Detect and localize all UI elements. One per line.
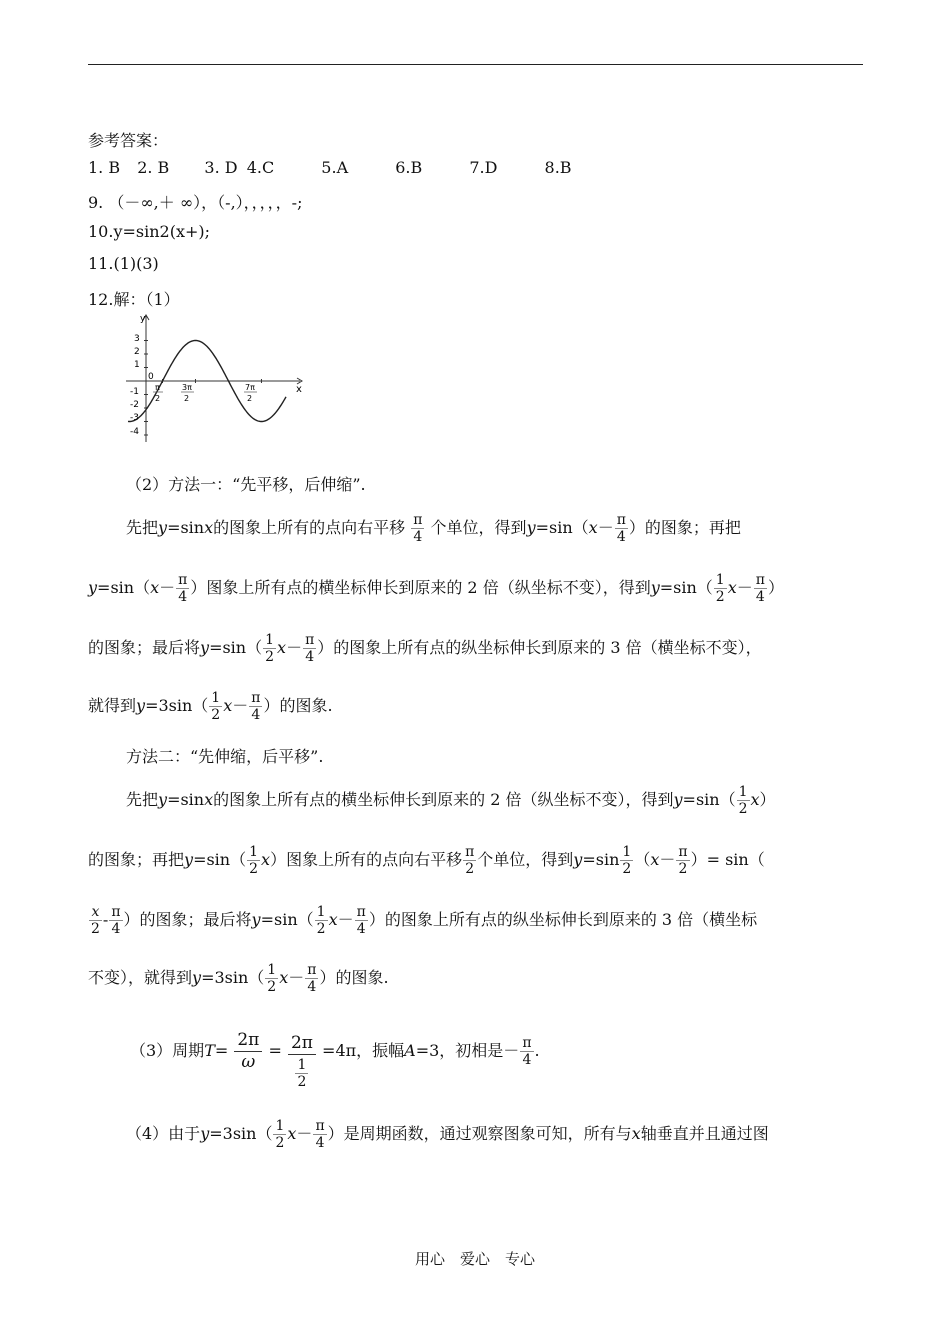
y-tick-1: 1 (134, 360, 140, 370)
fraction-pi-4: $\frac{\pi}{4}$ (356, 904, 366, 937)
method2-line1 (126, 784, 776, 817)
answer-10: 10.y=sin2(x+); (88, 222, 211, 241)
var-x: x (223, 696, 233, 715)
text: =sin (582, 850, 620, 869)
text: 先把 (126, 790, 159, 809)
y-tick-neg1: -1 (130, 387, 139, 397)
var-x: x (588, 518, 598, 537)
text: 先把 (126, 518, 159, 537)
var-A: A (404, 1041, 416, 1060)
text: 的图象上所有点的横坐标伸长到原来的 2 倍（纵坐标不变），得到 (213, 790, 674, 809)
page-footer: 用心 爱心 专心 (414, 1250, 535, 1268)
text: . (534, 1041, 540, 1060)
var-x: x (279, 968, 289, 987)
var-y: y (526, 518, 536, 537)
y-tick-2: 2 (134, 347, 140, 357)
text: =3sin（ (145, 696, 209, 715)
text: ） (759, 790, 776, 809)
text: 的图象；再把 (88, 850, 185, 869)
x-tick-3pi2-den: 2 (184, 394, 190, 403)
answer-3: 3. D (204, 158, 238, 177)
text: ） (767, 578, 784, 597)
text: （4）由于 (126, 1124, 201, 1143)
fraction-pi-4: $\frac{\pi}{4}$ (755, 572, 765, 605)
method1-line1 (126, 512, 741, 545)
text: =sin（ (659, 578, 713, 597)
y-tick-neg2: -2 (130, 400, 139, 410)
fraction-pi-4: $\frac{\pi}{4}$ (616, 512, 626, 545)
var-x: x (631, 1124, 641, 1143)
var-y: y (200, 638, 210, 657)
var-y: y (158, 790, 168, 809)
var-x: x (650, 850, 660, 869)
origin-label: 0 (148, 372, 154, 382)
text: ）= sin（ (690, 850, 765, 869)
text: =sin（ (209, 638, 263, 657)
text: =sin（ (97, 578, 151, 597)
fraction-1-2: $\frac{1}{2}$ (297, 1057, 307, 1090)
fraction-pi-4: $\frac{\pi}{4}$ (307, 962, 317, 995)
fraction-2pi-omega: $\frac{2\pi}{\omega}$ (234, 1030, 262, 1073)
part4-line (126, 1118, 769, 1151)
text: =3，初相是－ (415, 1041, 520, 1060)
method2-title: 方法二：“先伸缩，后平移”. (126, 747, 324, 766)
text: 个单位，得到 (430, 518, 527, 537)
text: （3）周期 (130, 1041, 205, 1060)
answer-6: 6.B (395, 158, 423, 177)
var-x: x (277, 638, 287, 657)
fraction-1-2: $\frac{1}{2}$ (211, 690, 221, 723)
fraction-1-2: $\frac{1}{2}$ (738, 784, 748, 817)
var-y: y (251, 910, 261, 929)
var-y: y (158, 518, 168, 537)
var-x: x (204, 518, 214, 537)
var-y: y (184, 850, 194, 869)
var-y: y (673, 790, 683, 809)
equals: = (214, 1041, 229, 1060)
text: =3sin（ (201, 968, 265, 987)
equals: = (268, 1041, 282, 1060)
method1-line2 (88, 572, 784, 605)
text: ）的图象上所有点的纵坐标伸长到原来的 3 倍（横坐标不变）， (317, 638, 762, 657)
x-tick-3pi2-num: 3π (182, 383, 192, 392)
text: 个单位，得到 (477, 850, 574, 869)
part3-line (130, 1030, 540, 1092)
fraction-1-2: $\frac{1}{2}$ (265, 632, 275, 665)
var-x: x (287, 1124, 297, 1143)
answer-9: 9. （－∞,＋ ∞），（-,），，，，，-; (88, 193, 303, 212)
var-y: y (650, 578, 660, 597)
text: ）是周期函数，通过观察图象可知，所有与 (327, 1124, 632, 1143)
fraction-x-2: $\frac{x}{2}$ (91, 904, 100, 937)
answer-5: 5.A (321, 158, 349, 177)
text: 不变），就得到 (88, 968, 193, 987)
text: 的图象；最后将 (88, 638, 201, 657)
method2-line4 (88, 962, 389, 995)
y-tick-neg3: -3 (130, 413, 139, 423)
fraction-pi-4: $\frac{\pi}{4}$ (251, 690, 261, 723)
text: 轴垂直并且通过图 (640, 1124, 769, 1143)
var-x: x (328, 910, 338, 929)
x-tick-7pi2-den: 2 (247, 394, 253, 403)
method1-line4 (88, 690, 333, 723)
minus: － (288, 968, 305, 987)
answer-2: 2. B (137, 158, 170, 177)
minus: － (159, 578, 176, 597)
fraction-1-2: $\frac{1}{2}$ (715, 572, 725, 605)
var-y: y (136, 696, 146, 715)
minus: － (232, 696, 249, 715)
var-y: y (192, 968, 202, 987)
text: ）图象上所有点的横坐标伸长到原来的 2 倍（纵坐标不变），得到 (190, 578, 651, 597)
fraction-pi-2: $\frac{\pi}{2}$ (678, 844, 688, 877)
fraction-pi-4: $\frac{\pi}{4}$ (315, 1118, 325, 1151)
x-axis-label: x (296, 384, 302, 395)
sine-graph (118, 310, 313, 450)
fraction-pi-4: $\frac{\pi}{4}$ (305, 632, 315, 665)
text: =4π，振幅 (322, 1041, 405, 1060)
fraction-pi-4: $\frac{\pi}{4}$ (111, 904, 121, 937)
answer-12: 12.解：（1） (88, 290, 180, 309)
var-x: x (727, 578, 737, 597)
fraction-pi-2: $\frac{\pi}{2}$ (465, 844, 475, 877)
header-rule (88, 64, 863, 65)
text: =sin (167, 518, 205, 537)
minus: － (337, 910, 354, 929)
y-tick-neg4: -4 (130, 427, 139, 437)
text: =sin (167, 790, 205, 809)
fraction-2pi-half: $\frac{2\pi}{\frac{1}{2}}$ (288, 1033, 316, 1092)
fraction-1-2: $\frac{1}{2}$ (622, 844, 632, 877)
text: =3sin（ (209, 1124, 273, 1143)
var-x: x (750, 790, 760, 809)
answers-line-1 (88, 158, 572, 177)
minus: － (736, 578, 753, 597)
text: ）的图象；最后将 (123, 910, 252, 929)
fraction-1-2: $\frac{1}{2}$ (249, 844, 259, 877)
fraction-pi-4: $\frac{\pi}{4}$ (522, 1035, 532, 1068)
minus: － (286, 638, 303, 657)
fraction-pi-4: $\frac{\pi}{4}$ (178, 572, 188, 605)
method1-title: （2）方法一：“先平移，后伸缩”. (126, 475, 366, 494)
x-tick-7pi2-num: 7π (245, 383, 255, 392)
method1-line3 (88, 632, 762, 665)
answer-11: 11.(1)(3) (88, 254, 159, 273)
y-axis-label: y (140, 314, 146, 324)
var-y: y (573, 850, 583, 869)
method2-line3 (88, 904, 757, 937)
minus: － (597, 518, 614, 537)
var-x: x (204, 790, 214, 809)
text: ）的图象. (319, 968, 389, 987)
y-tick-3: 3 (134, 334, 140, 344)
text: 就得到 (88, 696, 137, 715)
answer-7: 7.D (469, 158, 498, 177)
answer-1: 1. B (88, 158, 121, 177)
text: ）的图象上所有点的纵坐标伸长到原来的 3 倍（横坐标 (368, 910, 758, 929)
text: =sin（ (682, 790, 736, 809)
var-y: y (200, 1124, 210, 1143)
answers-title: 参考答案： (88, 131, 169, 150)
var-x: x (150, 578, 160, 597)
minus: － (659, 850, 676, 869)
text: =sin（ (193, 850, 247, 869)
fraction-1-2: $\frac{1}{2}$ (275, 1118, 285, 1151)
minus: － (296, 1124, 313, 1143)
var-x: x (261, 850, 271, 869)
x-tick-pi2-num: π (155, 383, 160, 392)
method2-line2 (88, 844, 765, 877)
fraction-pi-4: $\frac{\pi}{4}$ (413, 512, 423, 545)
text: ）的图象. (263, 696, 333, 715)
x-tick-pi2-den: 2 (155, 394, 161, 403)
text: （ (634, 850, 651, 869)
answer-4: 4.C (246, 158, 275, 177)
text: 的图象上所有的点向右平移 (213, 518, 406, 537)
var-T: T (204, 1041, 215, 1060)
text: - (102, 910, 109, 929)
text: =sin（ (535, 518, 589, 537)
var-y: y (88, 578, 98, 597)
text: ）的图象；再把 (628, 518, 741, 537)
answer-8: 8.B (544, 158, 572, 177)
text: ）图象上所有的点向右平移 (270, 850, 463, 869)
text: =sin（ (260, 910, 314, 929)
fraction-1-2: $\frac{1}{2}$ (316, 904, 326, 937)
fraction-1-2: $\frac{1}{2}$ (267, 962, 277, 995)
